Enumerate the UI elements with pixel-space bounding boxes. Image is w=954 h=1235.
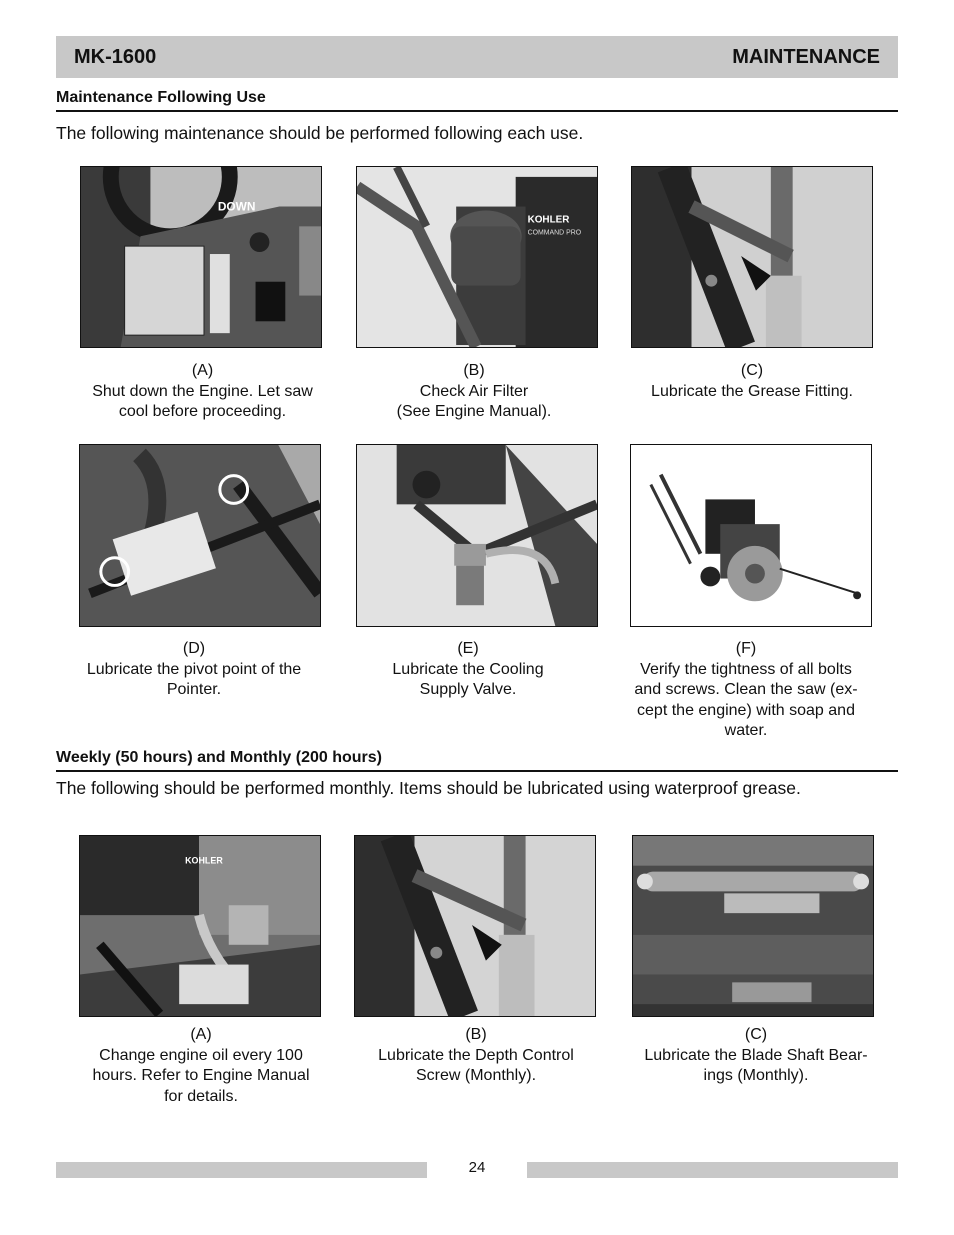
caption-line: for details. [164,1087,238,1105]
caption-c-periodic [632,1025,880,1087]
caption-line: Lubricate the pivot point of the [86,660,302,678]
section-heading-periodic: Weekly (50 hours) and Monthly (200 hours) [56,748,898,772]
photo-grease-fitting [631,166,873,348]
caption-line: Lubricate the Grease Fitting. [651,382,853,400]
photo-depth-control-screw [354,835,596,1017]
caption-letter: (E) [457,640,479,657]
photo-pointer-pivot [79,444,321,627]
photo-engine-oil [79,835,321,1017]
photo-engine-air-filter [356,166,598,348]
caption-e-after-use [352,639,584,701]
caption-c-after-use [631,361,873,402]
caption-letter: (B) [463,362,485,379]
caption-a-periodic [80,1025,322,1107]
caption-line: cept the engine) with soap and [637,701,855,719]
photo-full-saw [630,444,872,627]
caption-b-periodic [355,1025,597,1087]
photo-cooling-valve [356,444,598,627]
footer-bar-left [56,1162,427,1178]
section-title: MAINTENANCE [732,45,880,68]
caption-line: ings (Monthly). [703,1067,809,1084]
caption-line: (See Engine Manual). [396,403,552,420]
caption-line: Verify the tightness of all bolts [640,660,852,678]
caption-line: Lubricate the Depth Control [378,1046,574,1064]
caption-line: Pointer. [166,681,222,698]
model-name: MK-1600 [74,45,157,68]
periodic-intro: The following should be performed monthly. Items should be lubricated using waterproof grease. [56,778,801,798]
footer-bar-right [527,1162,898,1178]
caption-f-after-use [623,639,869,742]
header-bar [56,36,898,78]
caption-line: cool before proceeding. [118,403,287,420]
caption-letter: (D) [182,640,206,657]
caption-b-after-use [356,361,592,423]
caption-line: Change engine oil every 100 [99,1046,303,1064]
caption-line: Lubricate the Cooling [392,660,544,678]
command-label: COMMAND PRO [527,229,582,237]
caption-line: Supply Valve. [419,681,517,698]
caption-letter: (A) [190,1026,212,1043]
caption-a-after-use [80,361,325,423]
caption-line: and screws. Clean the saw (ex- [634,681,858,698]
caption-letter: (F) [735,640,757,657]
photo-control-panel [80,166,322,348]
caption-line: Screw (Monthly). [415,1067,537,1084]
caption-letter: (B) [465,1026,487,1043]
page-number: 24 [468,1159,486,1176]
caption-line: Check Air Filter [419,382,529,400]
photo-blade-shaft-bearings [632,835,874,1017]
caption-letter: (C) [740,362,764,379]
kohler-label: KOHLER [185,855,223,866]
kohler-label: KOHLER [527,214,570,226]
caption-line: hours. Refer to Engine Manual [92,1067,310,1084]
caption-line: Lubricate the Blade Shaft Bear- [644,1046,868,1064]
caption-letter: (A) [191,362,214,379]
down-label: DOWN [217,199,256,214]
caption-d-after-use [74,639,314,701]
after-use-intro: The following maintenance should be performed following each use. [56,123,584,143]
caption-line: Shut down the Engine. Let saw [92,382,313,400]
caption-line: water. [724,722,768,739]
caption-letter: (C) [744,1026,768,1043]
section-heading-after-use: Maintenance Following Use [56,88,898,112]
